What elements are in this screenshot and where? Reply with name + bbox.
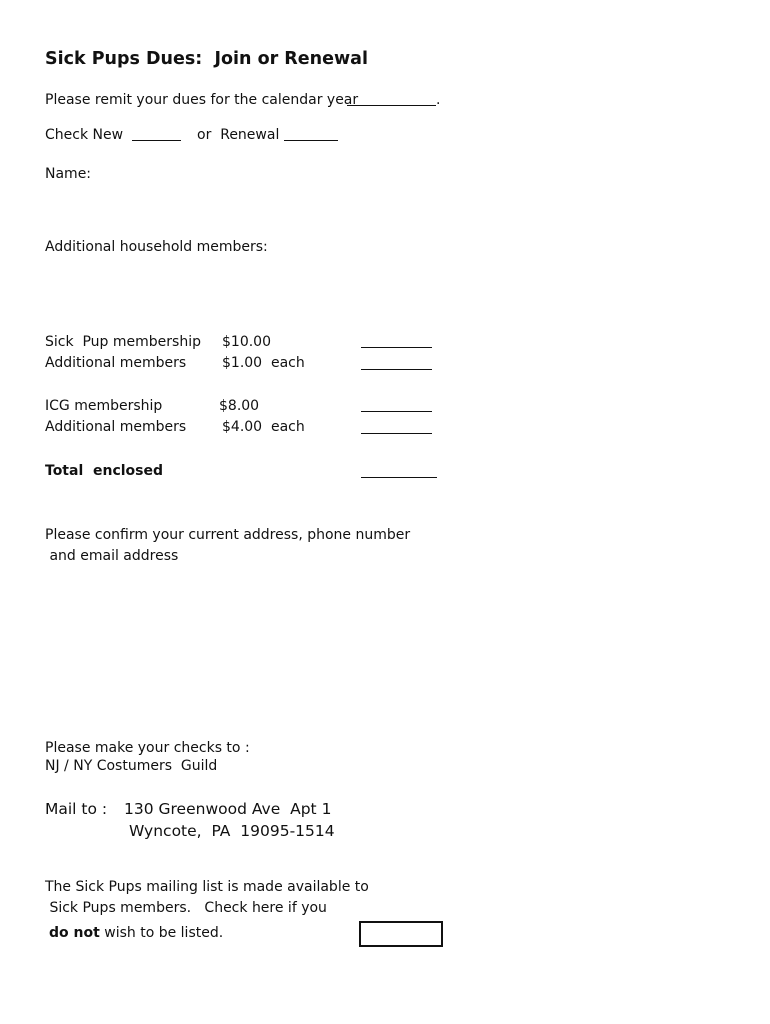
- fee-amount-additional-1: $1.00 each: [222, 355, 305, 371]
- opt-out-checkbox[interactable]: [359, 921, 443, 947]
- renewal-blank[interactable]: [284, 140, 338, 141]
- checks-payee: NJ / NY Costumers Guild: [45, 758, 218, 774]
- fee-label-sick-pup: Sick Pup membership: [45, 334, 201, 350]
- fee-blank-sick-pup[interactable]: [361, 347, 432, 348]
- fee-blank-additional-1[interactable]: [361, 369, 432, 370]
- total-label: Total enclosed: [45, 463, 164, 479]
- mailing-list-line-3: [49, 924, 223, 942]
- mailing-list-line-1: The Sick Pups mailing list is made available to: [45, 879, 369, 895]
- fee-blank-icg[interactable]: [361, 411, 432, 412]
- fee-label-icg: ICG membership: [45, 398, 163, 414]
- checks-line-1: Please make your checks to :: [45, 740, 250, 756]
- fee-label-additional-1: Additional members: [45, 355, 187, 371]
- fee-label-additional-2: Additional members: [45, 419, 187, 435]
- fee-amount-icg: $8.00: [219, 398, 260, 414]
- fee-amount-sick-pup: $10.00: [222, 334, 271, 350]
- fee-amount-additional-2: $4.00 each: [222, 419, 305, 435]
- mailing-list-line-3-rest: wish to be listed.: [99, 925, 224, 941]
- remit-period: .: [436, 92, 441, 108]
- mailing-list-line-2: Sick Pups members. Check here if you: [45, 900, 327, 916]
- check-new-label: Check New: [45, 127, 124, 143]
- mail-address-line-1: 130 Greenwood Ave Apt 1: [124, 800, 332, 818]
- page-title: Sick Pups Dues: Join or Renewal: [45, 49, 368, 69]
- mail-label: Mail to :: [45, 800, 108, 818]
- remit-text: Please remit your dues for the calendar year: [45, 92, 359, 108]
- confirm-line-1: Please confirm your current address, phone number: [45, 527, 411, 543]
- do-not-emphasis: do not: [49, 925, 100, 941]
- name-label: Name:: [45, 166, 92, 182]
- renewal-label: or Renewal: [197, 127, 280, 143]
- check-new-blank[interactable]: [132, 140, 181, 141]
- household-label: Additional household members:: [45, 239, 268, 255]
- total-blank[interactable]: [361, 477, 437, 478]
- fee-blank-additional-2[interactable]: [361, 433, 432, 434]
- calendar-year-blank[interactable]: [347, 105, 436, 106]
- confirm-line-2: and email address: [45, 548, 179, 564]
- mail-address-line-2: Wyncote, PA 19095-1514: [129, 822, 335, 840]
